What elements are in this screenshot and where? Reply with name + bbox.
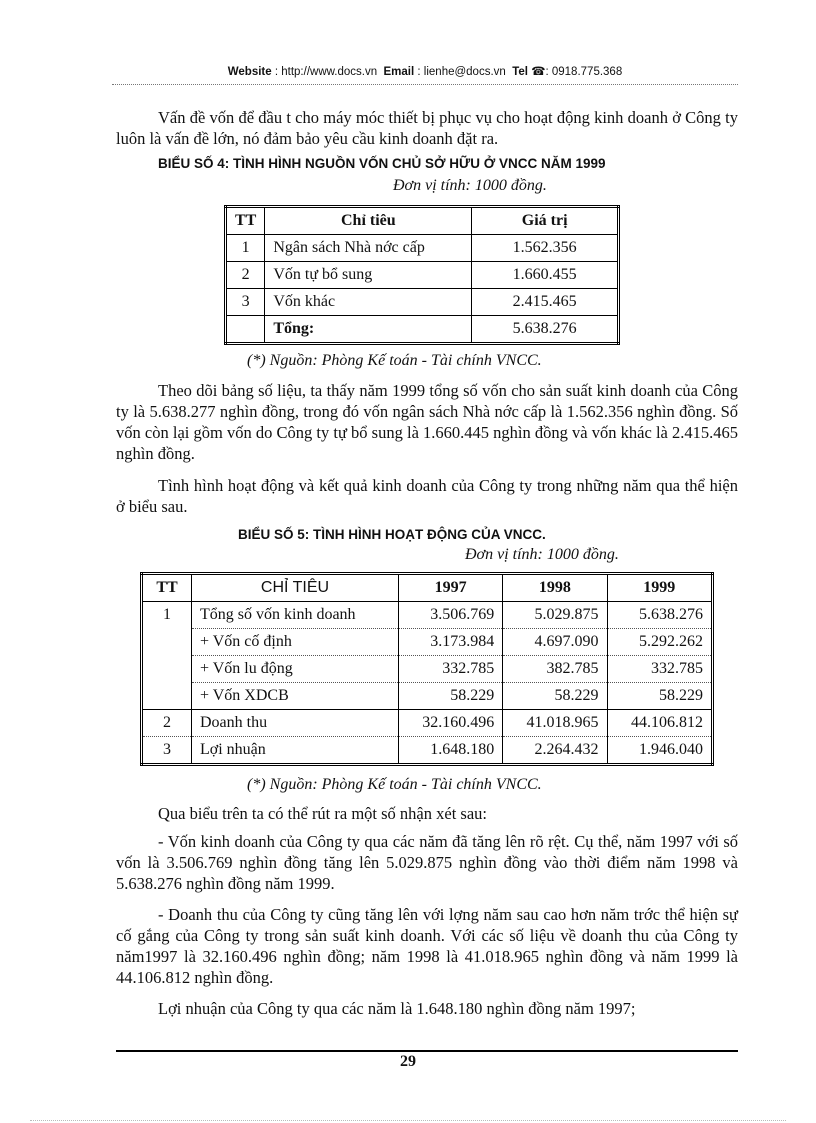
table-row [142,737,713,765]
table4-header-item: Chỉ tiêu [265,207,472,235]
website-value[interactable]: : http://www.docs.vn [274,66,378,78]
paragraph-analysis: Theo dõi bảng số liệu, ta thấy năm 1999 tổng số vốn cho sản suất kinh doanh của Công ty là 5.638.277 nghìn đồng, trong đó vốn ngân sách Nhà nớc cấp là 1.562.356 nghìn đồng. Số vốn còn lại gồm vốn do Công ty tự bổ sung là 1.660.445 nghìn đồng và vốn khác là 2.415.465 nghìn đồng. [116,381,738,463]
table-row [226,235,619,262]
table5-unit: Đơn vị tính: 1000 đồng. [465,546,619,563]
table5-cell-1998: 41.018.965 [503,710,607,737]
table5-header-1999: 1999 [607,574,712,602]
page-bottom-edge [30,1120,786,1121]
table4-cell-item: Vốn tự bổ sung [265,262,472,289]
table5-cell-tt [142,683,192,710]
email-value[interactable]: : lienhe@docs.vn [417,66,506,78]
paragraph-profit-remark: Lợi nhuận của Công ty qua các năm là 1.648.180 nghìn đồng năm 1997; [158,999,636,1018]
table5-cell-1997: 58.229 [399,683,503,710]
table5 [140,572,714,766]
paragraph-revenue-remark: - Doanh thu của Công ty cũng tăng lên với lợng năm sau cao hơn năm trớc thể hiện sự cố gắng của Công ty trong sản suất kinh doanh. Với các số liệu về doanh thu của Công ty năm1997 là 32.160.496 nghìn đồng; năm 1998 là 41.018.965 nghìn đồng và năm 1999 là 44.106.812 nghìn đồng. [116,905,738,987]
paragraph-transition: Tình hình hoạt động và kết quả kinh doanh của Công ty trong những năm qua thể hiện ở biểu sau. [116,476,738,516]
table5-cell-1997: 332.785 [399,656,503,683]
table5-cell-tt: 3 [142,737,192,765]
table4-total-value: 5.638.276 [472,316,619,344]
table5-cell-item: + Vốn cố định [192,629,399,656]
table-row [142,656,713,683]
table5-cell-1998: 58.229 [503,683,607,710]
paragraph-intro: Vấn đề vốn để đầu t cho máy móc thiết bị phục vụ cho hoạt động kinh doanh ở Công ty luôn là vấn đề lớn, nó đảm bảo yêu cầu kinh doanh đặt ra. [116,108,738,148]
table5-cell-item: Tổng số vốn kinh doanh [192,602,399,629]
table-row [142,710,713,737]
table5-header-row [142,574,713,602]
header-divider [112,84,738,85]
table5-cell-1998: 2.264.432 [503,737,607,765]
table-row [142,629,713,656]
table5-title: BIỂU SỐ 5: TÌNH HÌNH HOẠT ĐỘNG CỦA VNCC. [238,527,546,542]
table5-cell-1998: 382.785 [503,656,607,683]
email-label: Email [383,66,415,78]
table5-cell-item: + Vốn XDCB [192,683,399,710]
table4-header-row [226,207,619,235]
table5-cell-1997: 32.160.496 [399,710,503,737]
table-row [142,602,713,629]
table5-cell-1999: 5.292.262 [607,629,712,656]
table5-cell-1997: 3.506.769 [399,602,503,629]
table5-cell-1997: 1.648.180 [399,737,503,765]
table4-total-row [226,316,619,344]
table-row [226,289,619,316]
table5-cell-1999: 1.946.040 [607,737,712,765]
table5-header-1997: 1997 [399,574,503,602]
table4-cell-tt [226,316,265,344]
table5-cell-tt: 2 [142,710,192,737]
table5-header-tt: TT [142,574,192,602]
paragraph-capital-remark: - Vốn kinh doanh của Công ty qua các năm đã tăng lên rõ rệt. Cụ thể, năm 1997 với số vốn là 3.506.769 nghìn đồng tăng lên 5.029.875 nghìn đồng vào thời điểm năm 1998 và 5.638.276 nghìn đồng năm 1999. [116,832,738,893]
phone-icon: ☎ [531,66,546,78]
table5-source: (*) Nguồn: Phòng Kế toán - Tài chính VNCC. [247,776,542,793]
paragraph-remarks-intro: Qua biểu trên ta có thể rút ra một số nhận xét sau: [158,804,487,823]
table-row [142,683,713,710]
page-number: 29 [400,1053,416,1070]
tel-value: : 0918.775.368 [545,66,623,78]
table5-header-1998: 1998 [503,574,607,602]
tel-label: Tel [512,66,528,78]
table5-cell-1998: 5.029.875 [503,602,607,629]
table4-cell-item: Vốn khác [265,289,472,316]
website-label: Website [227,66,272,78]
table-row [226,262,619,289]
table4-cell-value: 2.415.465 [472,289,619,316]
table4-title: BIỂU SỐ 4: TÌNH HÌNH NGUỒN VỐN CHỦ SỞ HỮU Ở VNCC NĂM 1999 [158,156,606,171]
table5-cell-1999: 58.229 [607,683,712,710]
table4-cell-value: 1.660.455 [472,262,619,289]
table5-cell-1997: 3.173.984 [399,629,503,656]
page-header [112,64,738,78]
table4-cell-tt: 1 [226,235,265,262]
table5-cell-item: Doanh thu [192,710,399,737]
table5-cell-1999: 332.785 [607,656,712,683]
table5-cell-item: Lợi nhuận [192,737,399,765]
table5-cell-tt [142,629,192,656]
table4-cell-tt: 3 [226,289,265,316]
table5-cell-1999: 5.638.276 [607,602,712,629]
table4 [224,205,620,345]
table4-unit: Đơn vị tính: 1000 đồng. [393,177,547,194]
table5-cell-item: + Vốn lu động [192,656,399,683]
table4-cell-value: 1.562.356 [472,235,619,262]
table5-cell-tt: 1 [142,602,192,629]
table5-cell-tt [142,656,192,683]
table4-header-value: Giá trị [472,207,619,235]
footer-divider [116,1050,738,1052]
table4-header-tt: TT [226,207,265,235]
table4-source: (*) Nguồn: Phòng Kế toán - Tài chính VNCC. [247,352,542,369]
table4-total-label: Tổng: [265,316,472,344]
table5-cell-1999: 44.106.812 [607,710,712,737]
table4-cell-tt: 2 [226,262,265,289]
table5-cell-1998: 4.697.090 [503,629,607,656]
table5-header-item: CHỈ TIÊU [192,574,399,602]
table4-cell-item: Ngân sách Nhà nớc cấp [265,235,472,262]
